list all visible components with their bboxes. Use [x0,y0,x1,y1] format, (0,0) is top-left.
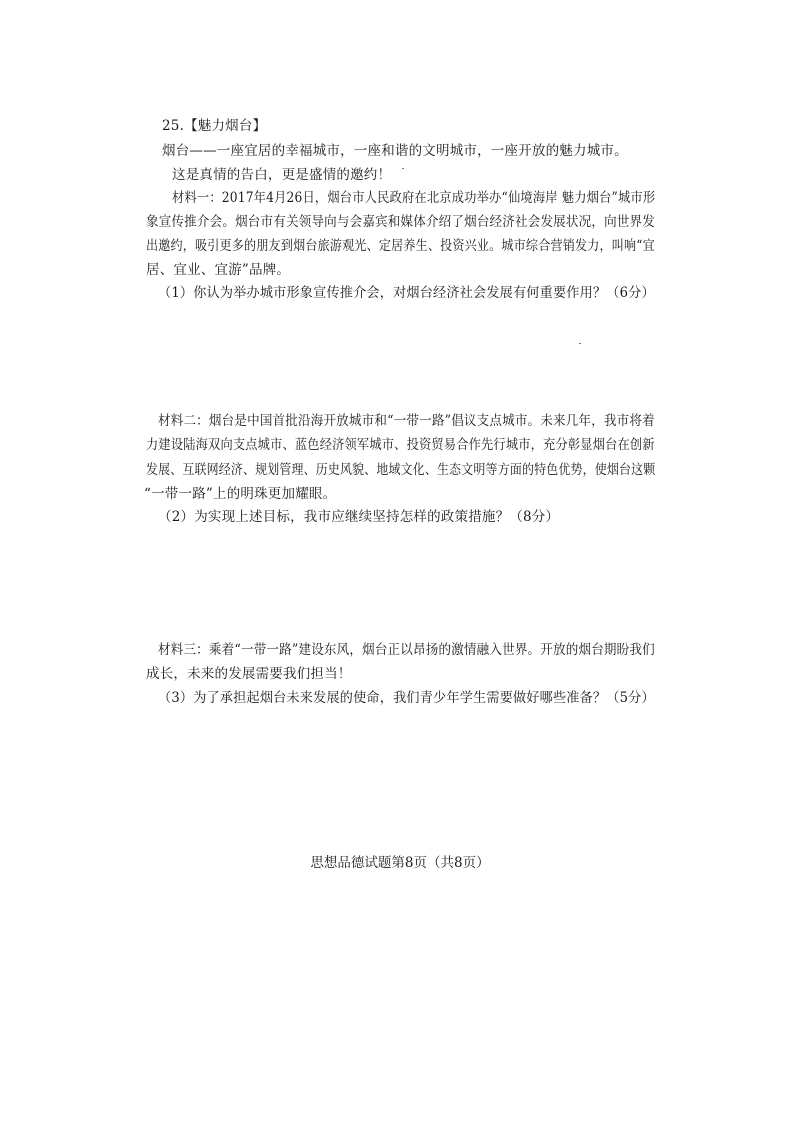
scan-speck [402,168,404,169]
material1-line-1: 材料一：2017年4月26日，烟台市人民政府在北京成功举办“仙境海岸 魅力烟台”城市形 [172,190,656,206]
material2-line-3: 发展、互联网经济、规划管理、历史风貌、地域文化、生态文明等方面的特色优势，使烟台这颗 [146,462,656,478]
intro-line-2: 这是真情的告白，更是盛情的邀约！ [172,167,392,183]
sub-question-3: （3）为了承担起烟台未来发展的使命，我们青少年学生需要做好哪些准备？（5分） [158,690,655,706]
intro-line-1: 烟台——一座宜居的幸福城市，一座和谐的文明城市，一座开放的魅力城市。 [162,143,628,159]
sub-question-1: （1）你认为举办城市形象宣传推介会，对烟台经济社会发展有何重要作用？（6分） [158,285,655,301]
scan-speck [579,343,581,344]
material2-line-1: 材料二：烟台是中国首批沿海开放城市和“一带一路”倡议支点城市。未来几年，我市将着 [158,413,655,429]
material1-line-4: 居、宜业、宜游”品牌。 [146,262,291,278]
material1-line-3: 出邀约，吸引更多的朋友到烟台旅游观光、定居养生、投资兴业。城市综合营销发力，叫响“宜 [146,238,655,254]
sub-question-2: （2）为实现上述目标，我市应继续坚持怎样的政策措施？（8分） [158,509,560,525]
material1-line-2: 象宣传推介会。烟台市有关领导向与会嘉宾和媒体介绍了烟台经济社会发展状况，向世界发 [146,214,655,230]
question-heading: 25.【魅力烟台】 [162,118,267,134]
material3-line-2: 成长，未来的发展需要我们担当！ [146,666,352,682]
material2-line-4: “一带一路”上的明珠更加耀眼。 [144,486,337,502]
material2-line-2: 力建设陆海双向支点城市、蓝色经济领军城市、投资贸易合作先行城市，充分彰显烟台在创新 [146,437,655,453]
material3-line-1: 材料三：乘着“一带一路”建设东风，烟台正以昂扬的激情融入世界。开放的烟台期盼我们 [158,642,655,658]
page-footer: 思想品德试题第8页（共8页） [310,855,490,871]
